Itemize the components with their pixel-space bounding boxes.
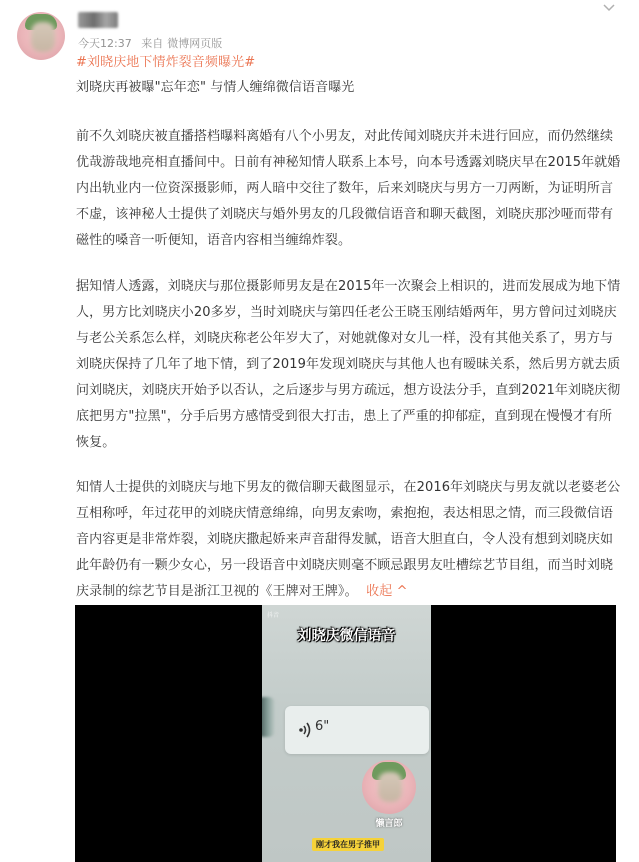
post-meta (78, 35, 228, 51)
voice-duration: 6" (315, 719, 330, 734)
sticker-label: 懒言郎 (375, 819, 403, 829)
video-watermark: 抖音 (267, 612, 280, 619)
source-prefix: 来自 (141, 37, 164, 50)
video-player[interactable] (75, 605, 616, 862)
avatar-sticker (362, 760, 416, 814)
phone-edge-shape (262, 697, 276, 737)
paragraph-2: 据知情人透露，刘晓庆与那位摄影师男友是在2015年一次聚会上相识的，进而发展成为地下情人，男方比刘晓庆小20多岁，当时刘晓庆与第四任老公王晓玉刚结婚两年，男方曾问过刘晓庆与老公关系怎么样，刘晓庆称老公年岁大了，对她就像对女儿一样，没有其他关系了，男方与刘晓庆保持了几年了地下情，到了2019年发现刘晓庆与其他人也有暧昧关系，然后男方就去质问刘晓庆，刘晓庆开始予以否认，之后逐步与男方疏远，想方设法分手，直到2021年刘晓庆彻底把男方"拉黑"，分手后男方感情受到很大打击，患上了严重的抑郁症，直到现在慢慢才有所恢复。 (76, 279, 621, 450)
collapse-arrow-icon: ^ (396, 584, 408, 599)
paragraph-3 (76, 475, 621, 605)
post-headline: 刘晓庆再被曝"忘年恋" 与情人缠绵微信语音曝光 (76, 80, 355, 95)
user-avatar[interactable] (17, 12, 65, 60)
voice-message-bubble (285, 706, 429, 754)
video-overlay-title: 刘晓庆微信语音 (297, 628, 396, 644)
sticker-face-blur (378, 772, 402, 802)
post-time[interactable]: 今天12:37 (78, 37, 132, 50)
topic-link[interactable]: #刘晓庆地下情炸裂音频曝光# (76, 55, 256, 70)
video-frame[interactable] (262, 605, 431, 862)
collapse-link[interactable] (366, 584, 407, 599)
collapse-label: 收起 (366, 584, 393, 599)
chevron-down-icon[interactable] (601, 2, 617, 14)
video-caption: 刚才我在男子推甲 (312, 838, 384, 851)
voice-wave-icon (297, 720, 315, 740)
post-source[interactable]: 微博网页版 (167, 37, 223, 50)
paragraph-1: 前不久刘晓庆被直播搭档曝料离婚有八个小男友，对此传闻刘晓庆并未进行回应，而仍然继续优哉游哉地亮相直播间中。日前有神秘知情人联系上本号，向本号透露刘晓庆早在2015年就婚内出轨业内一位资深摄影师，两人暗中交往了数年，后来刘晓庆与男方一刀两断，为证明所言不虚，该神秘人士提供了刘晓庆与婚外男友的几段微信语音和聊天截图，刘晓庆那沙哑而带有磁性的嗓音一听便知，语音内容相当缠绵炸裂。 (76, 129, 621, 248)
paragraph-3-text: 知情人士提供的刘晓庆与地下男友的微信聊天截图显示，在2016年刘晓庆与男友就以老婆老公互相称呼，年过花甲的刘晓庆情意绵绵，向男友索吻，索抱抱，表达相思之情，而三段微信语音内容更是非常炸裂，刘晓庆撒起娇来声音甜得发腻，语音大胆直白，令人没有想到刘晓庆如此年龄仍有一颗少女心，另一段语音中刘晓庆则毫不顾忌跟男友吐槽综艺节目组，而当时刘晓庆录制的综艺节目是浙江卫视的《王牌对王牌》。 (76, 480, 621, 599)
username-redaction (78, 12, 118, 28)
avatar-face-blur (31, 22, 55, 52)
